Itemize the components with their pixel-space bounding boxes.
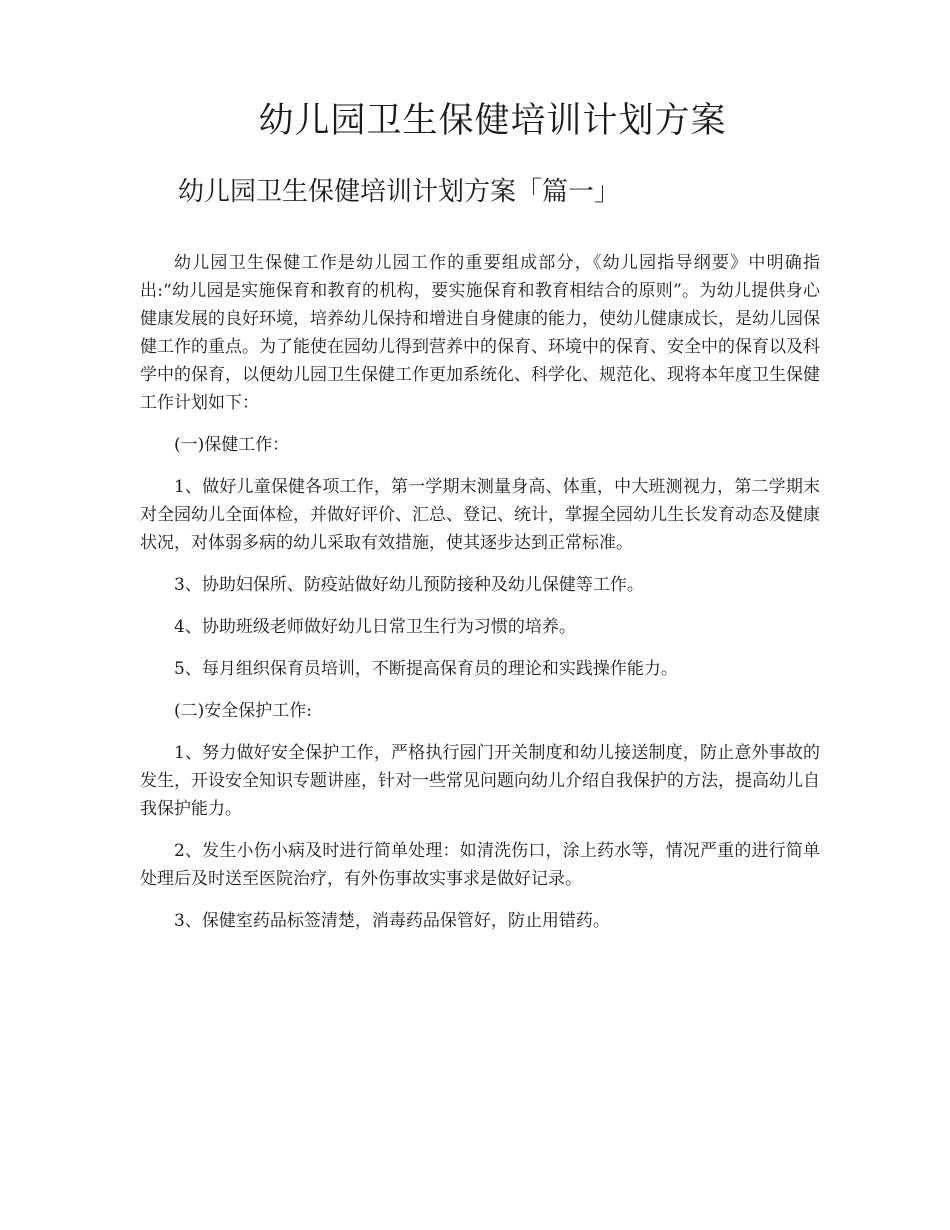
paragraph-safety-2: 2、发生小伤小病及时进行简单处理：如清洗伤口，涂上药水等，情况严重的进行简单处理后及时送至医院治疗，有外伤事故实事求是做好记录。 bbox=[140, 841, 820, 889]
paragraph-safety-3: 3、保健室药品标签清楚，消毒药品保管好，防止用错药。 bbox=[174, 911, 610, 931]
paragraph-health-4: 4、协助班级老师做好幼儿日常卫生行为习惯的培养。 bbox=[174, 617, 576, 637]
paragraph-heading-health: (一)保健工作： bbox=[174, 435, 290, 455]
paragraph-health-1: 1、做好儿童保健各项工作，第一学期末测量身高、体重，中大班测视力，第二学期末对全园幼儿全面体检，并做好评价、汇总、登记、统计，掌握全园幼儿生长发育动态及健康状况，对体弱多病的幼儿采取有效措施，使其逐步达到正常标准。 bbox=[140, 477, 820, 553]
paragraph-safety-1: 1、努力做好安全保护工作，严格执行园门开关制度和幼儿接送制度，防止意外事故的发生，开设安全知识专题讲座，针对一些常见问题向幼儿介绍自我保护的方法，提高幼儿自我保护能力。 bbox=[140, 743, 820, 819]
paragraph-intro: 幼儿园卫生保健工作是幼儿园工作的重要组成部分，《幼儿园指导纲要》中明确指出:“幼儿园是实施保育和教育的机构，要实施保育和教育相结合的原则”。为幼儿提供身心健康发展的良好环境，培养幼儿保持和增进自身健康的能力，使幼儿健康成长，是幼儿园保健工作的重点。为了能使在园幼儿得到营养中的保育、环境中的保育、安全中的保育以及科学中的保育，以便幼儿园卫生保健工作更加系统化、科学化、规范化、现将本年度卫生保健工作计划如下： bbox=[140, 253, 820, 413]
paragraph-health-5: 5、每月组织保育员培训，不断提高保育员的理论和实践操作能力。 bbox=[174, 659, 678, 679]
section-title: 幼儿园卫生保健培训计划方案「篇一」 bbox=[178, 177, 621, 207]
document-body bbox=[140, 249, 820, 949]
paragraph-heading-safety: (二)安全保护工作: bbox=[174, 701, 312, 721]
document-title: 幼儿园卫生保健培训计划方案 bbox=[258, 101, 727, 141]
paragraph-health-3: 3、协助妇保所、防疫站做好幼儿预防接种及幼儿保健等工作。 bbox=[174, 575, 644, 595]
